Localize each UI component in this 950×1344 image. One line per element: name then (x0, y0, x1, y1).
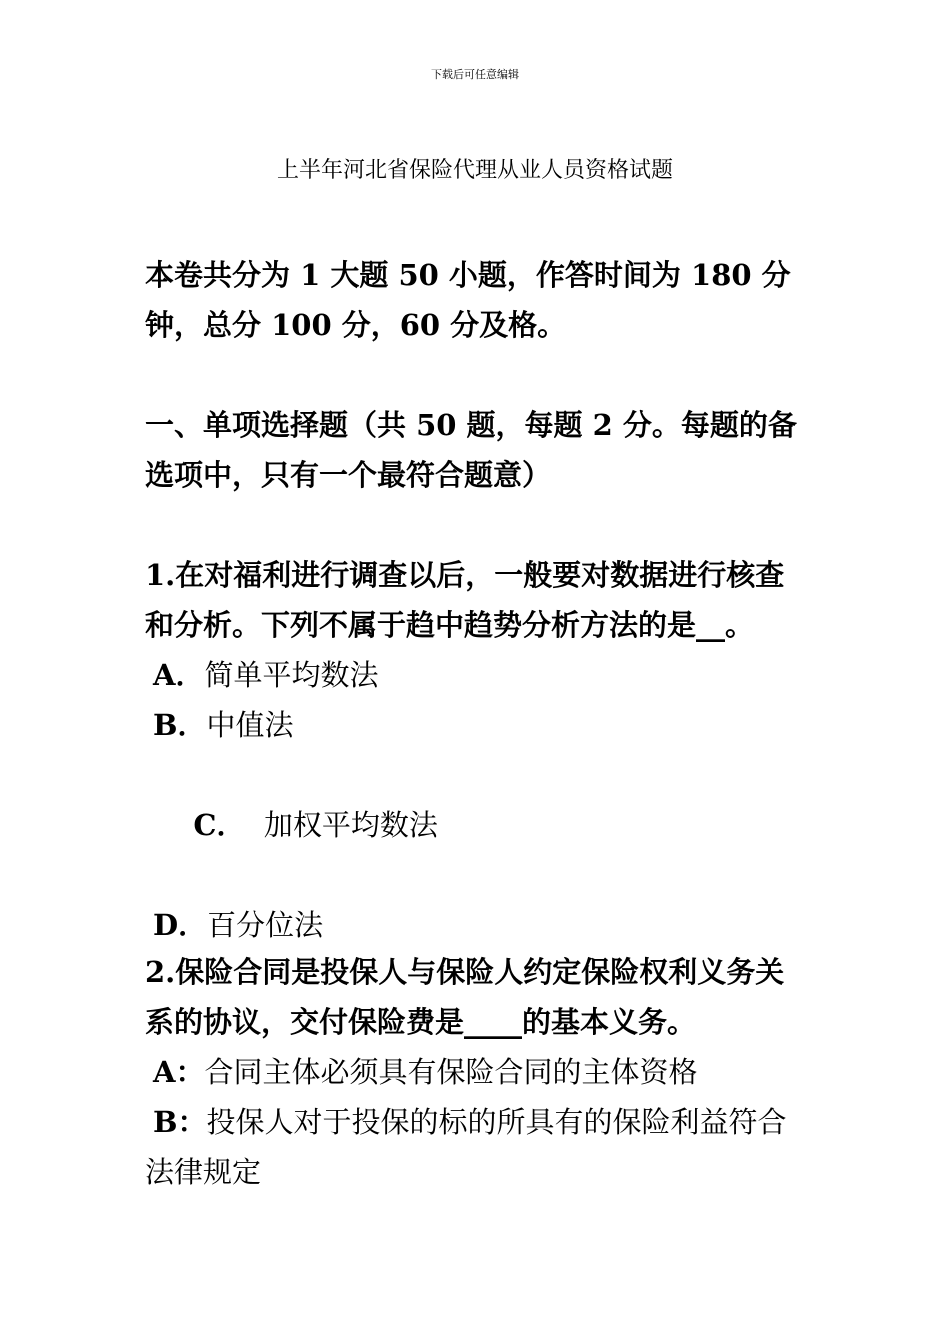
document-title: 上半年河北省保险代理从业人员资格试题 (276, 158, 673, 183)
question-1-option-b (145, 700, 810, 750)
exam-intro-text: 本卷共分为 1 大题 50 小题，作答时间为 180 分钟，总分 100 分，60 分及格。 (145, 258, 791, 342)
question-2-stem: 2.保险合同是投保人与保险人约定保险权利义务关系的协议，交付保险费是____的基本义务。 (145, 955, 785, 1039)
question-1-stem: 1.在对福利进行调查以后，一般要对数据进行核查和分析。下列不属于趋中趋势分析方法的是__。 (145, 558, 785, 642)
question-2 (145, 947, 810, 1197)
section-heading (145, 400, 810, 500)
exam-intro (145, 250, 810, 350)
question-2-option-b (145, 1097, 810, 1197)
option-text: 加权平均数法 (245, 808, 438, 842)
header-note: 下载后可任意编辑 (431, 68, 519, 81)
section-heading-text: 一、单项选择题（共 50 题，每题 2 分。每题的备选项中，只有一个最符合题意） (145, 408, 797, 492)
option-text: 中值法 (206, 708, 294, 742)
option-letter: A： (153, 1055, 205, 1089)
option-text: 简单平均数法 (204, 658, 379, 692)
option-text: 投保人对于投保的标的所具有的保险利益符合法律规定 (145, 1105, 787, 1189)
option-letter: B． (153, 708, 207, 742)
option-text: 合同主体必须具有保险合同的主体资格 (204, 1055, 698, 1089)
option-letter: A． (153, 658, 205, 692)
option-text: 百分位法 (207, 908, 324, 942)
option-letter: D． (153, 908, 208, 942)
question-1 (145, 550, 810, 950)
question-1-option-d (145, 900, 810, 950)
question-1-option-a (145, 650, 810, 700)
option-letter: B： (153, 1105, 207, 1139)
question-1-option-c (145, 750, 810, 900)
option-letter: C． (193, 808, 246, 842)
question-2-option-a (145, 1047, 810, 1097)
